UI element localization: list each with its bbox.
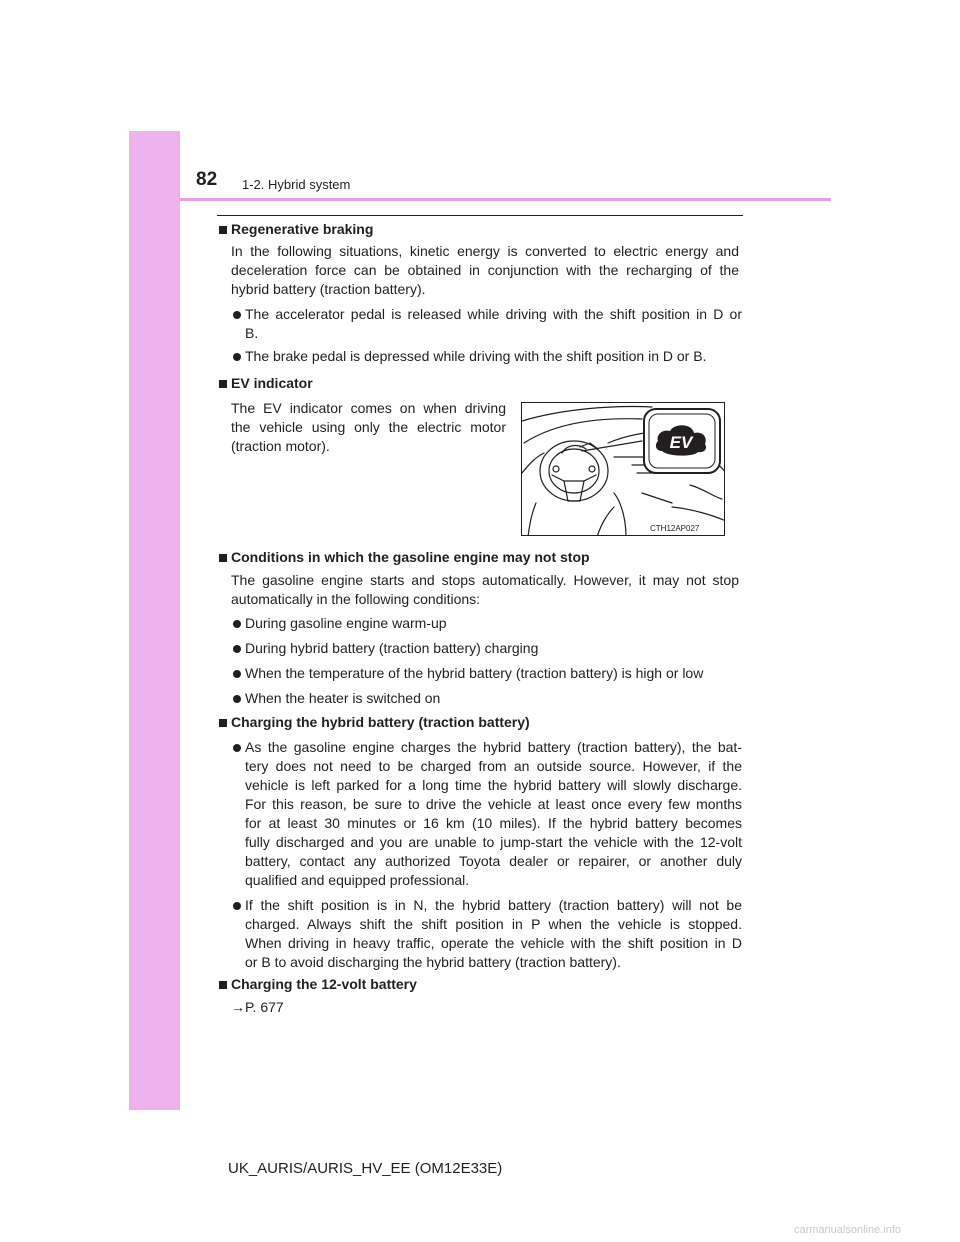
conditions-bullet: During hybrid battery (traction battery) charging: [245, 640, 539, 656]
dashboard-steering-wheel-icon: [522, 403, 725, 536]
page-reference-link[interactable]: →P. 677: [231, 999, 284, 1015]
ev-body-line: The EV indicator comes on when driving: [231, 400, 506, 416]
regen-heading: Regenerative braking: [231, 221, 374, 237]
charging-bullet-line: vehicle is left parked for a long time the hybrid battery will slowly discharge.: [245, 777, 742, 793]
regen-body-line: deceleration force can be obtained in conjunction with the recharging of the: [231, 262, 739, 278]
page-number: 82: [196, 169, 218, 190]
charging-bullet-line: or B to avoid discharging the hybrid battery (traction battery).: [245, 954, 621, 970]
figure-code: CTH12AP027: [650, 524, 700, 533]
watermark: carmanualsonline.info: [794, 1224, 902, 1236]
regen-bullet-line: B.: [245, 325, 259, 341]
ev-heading: EV indicator: [231, 375, 313, 391]
square-bullet-icon: [219, 226, 227, 234]
regen-body-line: In the following situations, kinetic energy is converted to electric energy and: [231, 243, 739, 259]
round-bullet-icon: [233, 620, 241, 628]
charging-heading: Charging the hybrid battery (traction battery): [231, 714, 530, 730]
regen-bullet-line: The accelerator pedal is released while driving with the shift position in D or: [245, 306, 742, 322]
header-rule: [180, 198, 831, 201]
charging-bullet-line: qualified and equipped professional.: [245, 872, 470, 888]
charging-bullet-line: When driving in heavy traffic, operate the vehicle with the shift position in D: [245, 935, 742, 951]
round-bullet-icon: [233, 645, 241, 653]
conditions-bullet: When the heater is switched on: [245, 690, 441, 706]
conditions-bullet: When the temperature of the hybrid battery (traction battery) is high or low: [245, 665, 704, 681]
round-bullet-icon: [233, 311, 241, 319]
charging-bullet-line: charged. Always shift the shift position in P when the vehicle is stopped.: [245, 916, 742, 932]
regen-bullet-line: The brake pedal is depressed while driving with the shift position in D or B.: [245, 348, 707, 364]
round-bullet-icon: [233, 744, 241, 752]
charging-bullet-line: As the gasoline engine charges the hybrid battery (traction battery), the bat-: [245, 739, 742, 755]
side-tab-bar: [129, 131, 180, 1110]
ev-badge-text: EV: [669, 433, 693, 452]
charging-bullet-line: fully discharged and you are unable to jump-start the vehicle with the 12-volt: [245, 834, 742, 850]
square-bullet-icon: [219, 380, 227, 388]
document-code: UK_AURIS/AURIS_HV_EE (OM12E33E): [228, 1160, 503, 1177]
square-bullet-icon: [219, 719, 227, 727]
ev-indicator-illustration: [521, 402, 725, 536]
twelve-volt-heading: Charging the 12-volt battery: [231, 976, 417, 992]
charging-bullet-line: battery, contact any authorized Toyota dealer or repairer, or another duly: [245, 853, 742, 869]
round-bullet-icon: [233, 353, 241, 361]
conditions-heading: Conditions in which the gasoline engine may not stop: [231, 549, 590, 565]
round-bullet-icon: [233, 902, 241, 910]
charging-bullet-line: For this reason, be sure to drive the vehicle at least once every few months: [245, 796, 742, 812]
round-bullet-icon: [233, 670, 241, 678]
charging-bullet-line: If the shift position is in N, the hybrid battery (traction battery) will not be: [245, 897, 742, 913]
square-bullet-icon: [219, 981, 227, 989]
section-title: 1-2. Hybrid system: [242, 177, 351, 192]
ev-body-line: (traction motor).: [231, 438, 330, 454]
conditions-bullet: During gasoline engine warm-up: [245, 615, 447, 631]
content-divider: [217, 215, 743, 216]
square-bullet-icon: [219, 554, 227, 562]
charging-bullet-line: tery does not need to be charged from an outside source. However, if the: [245, 758, 742, 774]
conditions-body-line: automatically in the following conditions:: [231, 591, 481, 607]
regen-body-line: hybrid battery (traction battery).: [231, 281, 426, 297]
charging-bullet-line: for at least 30 minutes or 16 km (10 miles). If the hybrid battery becomes: [245, 815, 742, 831]
round-bullet-icon: [233, 695, 241, 703]
conditions-body-line: The gasoline engine starts and stops automatically. However, it may not stop: [231, 572, 739, 588]
ev-body-line: the vehicle using only the electric motor: [231, 419, 506, 435]
